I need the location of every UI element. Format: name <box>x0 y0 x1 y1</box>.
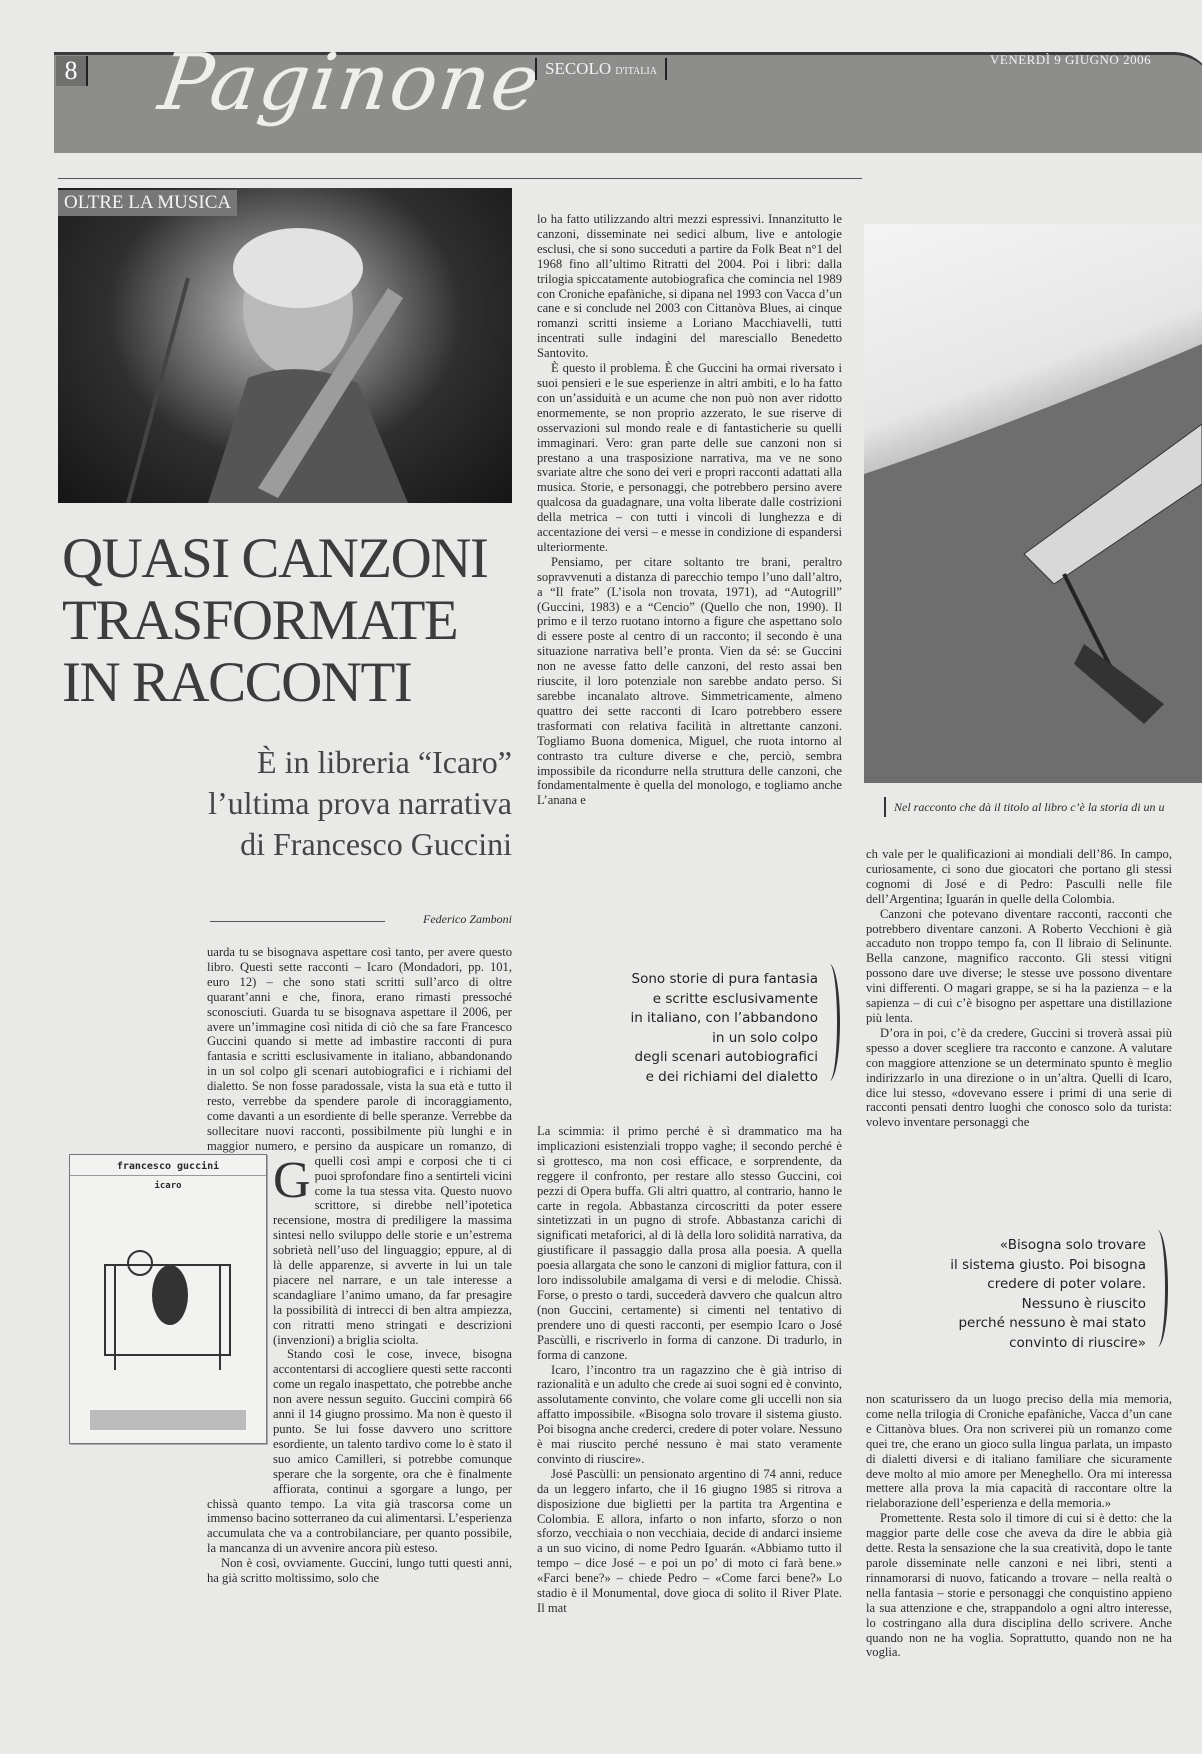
quote-line: credere di poter volare. <box>987 1276 1146 1292</box>
byline-rule <box>210 921 385 922</box>
hang-glider-image <box>864 224 1202 783</box>
paragraph: Stando così le cose, invece, bisogna accontentarsi di accogliere questi sette racconti come un regalo inaspettato, che potrebbe anche non avere nessun seguito. Guccini compirà 66 anni il 14 giugno prossimo. Ma non è questo il punto. Se lui fosse davvero uno scrittore esordiente, un talento tardivo come lo è stato il suo amico Camilleri, si potrebbe comunque sperare che la sorgente, ora che è finalmente affiorata, continui a sgorgare a lungo, per chissà quanto tempo. La vita già trascorsa come un immenso bacino sotterraneo da cui alimentarsi. L’esperienza accumulata che va a controbilanciare, per quanto possibile, la mancanza di un avvenire ancora più esteso. <box>207 1347 512 1556</box>
quote-line: Nessuno è riuscito <box>1021 1295 1146 1312</box>
singer-with-guitar-image <box>58 188 512 503</box>
quote-line: convinto di riuscire» <box>1009 1334 1146 1351</box>
issue-date: VENERDÌ 9 GIUGNO 2006 <box>990 52 1152 67</box>
quote-line: Sono storie di pura fantasia <box>631 971 818 987</box>
article-column-2-continued <box>537 1124 842 1744</box>
paragraph: Icaro, l’incontro tra un ragazzino che è già intriso di razionalità e un adulto che crede ai suoi sogni ed è convinto, assolutamente convinto, che volare come gli uccelli non sia affatto impossibile. «Bisogna solo trovare il sistema giusto. Poi bisogna anche crederci, credere di poter volare. Nessuno è mai riuscito perché nessuno è mai stato veramente convinto di riuscire». <box>537 1362 842 1466</box>
paragraph: D’ora in poi, c’è da credere, Guccini si troverà assai più spesso a dover scegliere tra racconto e canzone. A valutare con maggiore attenzione se un determinato spunto è meglio indirizzarlo in una direzione o in un’altra. Quelli di Icaro, dice lui stesso, «dovevano essere i primi di una serie di racconti pensati dentro luoghi che conosco solo da turista: volevo inventare personaggi che <box>866 1025 1172 1130</box>
book-cover <box>69 1154 267 1444</box>
page-number: 8 <box>56 56 88 86</box>
pull-quote <box>880 1236 1146 1353</box>
paragraph: José Pascùlli: un pensionato argentino di 74 anni, reduce da un leggero infarto, che il 16 giugno 1985 si ritrova a disposizione due biglietti per la partita tra Argentina e Colombia. E allora, infarto o non infarto, sforzo o non sforzo, vecchiaia o non vecchiaia, decide di andarci insieme a un suo vicino, di nome Pedro Iguarán. «Abbiamo tutto il tempo – dice José – e poi un po’ di moto ci farà bene.» «Farci bene?» – chiede Pedro – «Come farci bene?» Lo stadio è il Monumental, dove gioca di solito il River Plate. Il mat <box>537 1466 842 1615</box>
paragraph: non scaturissero da un luogo preciso della mia memoria, come nella trilogia di Croniche epafàniche, Vacca d’un cane e Cittanòva blues. Ora non scriverei più un romanzo come quei tre, che erano un gioco sulla lingua parlata, un impasto di dialetti diversi e di italiano familiare che sicuramente deve molto al mio amore per Meneghello. Ora mi interessa mettere alla prova la mia capacità di raccontare oltre la rielaborazione dell’esperienza e della memoria.» <box>866 1392 1172 1511</box>
hang-glider-photo <box>864 224 1202 783</box>
quote-line: il sistema giusto. Poi bisogna <box>950 1256 1146 1273</box>
quote-line: in italiano, con l’abbandono <box>630 1010 818 1026</box>
book-author: francesco guccini <box>70 1161 266 1176</box>
paragraph: Non è così, ovviamente. Guccini, lungo tutti questi anni, ha già scritto moltissimo, solo che <box>207 1556 512 1586</box>
paragraph: Promettente. Resta solo il timore di cui si è detto: che la maggior parte delle cose che aveva da dire le abbia già dette. Resta la sensazione che la sua creatività, dopo le tante parole disseminate nelle canzoni e nei libri, stenti a rinnamorarsi di nuovo, faticando a trovare – nella realtà o nella fantasia – storie e personaggi che conquistino appieno la sua attenzione e che, strappandolo a ogni altro interesse, lo costringano alla dura disciplina dello scrivere. Anche quando non ne ha voglia. Soprattutto, quando non ne ha voglia. <box>866 1511 1172 1660</box>
divider <box>58 178 862 179</box>
paragraph: La scimmia: il primo perché è sì drammatico ma ha implicazioni esistenziali troppo vaghe; il secondo perché è sì grottesco, ma non così efficace, e sorprendente, da reggere il confronto, per restare allo stesso Guccini, coi pezzi di Opera buffa. Gli altri quattro, al contrario, hanno le carte in regola. Abbastanza circoscritti da poter essere sintetizzati in un pugno di strofe. Abbastanza carichi di significati metaforici, al di là della loro solidità narrativa, da giustificare il passaggio dalla prosa alla poesia. A quella poesia allargata che sono le canzoni di miglior fattura, con il loro indissolubile amalgama di versi e di melodie. Chissà. Forse, o presto o tardi, succederà davvero che qualcun altro (non Guccini, certamente) si cimenti nel tentativo di prendere uno di questi racconti, per esempio Icaro o José Pascùlli, e riscriverlo in forma di canzone. Di tradurlo, in forma di canzone. <box>537 1124 842 1362</box>
section-logo: Paginone <box>153 38 547 128</box>
article-column-3-continued <box>866 1392 1172 1744</box>
quote-line: in un solo colpo <box>712 1029 818 1046</box>
headline-line: TRASFORMATE <box>62 589 458 652</box>
subheadline <box>150 742 512 865</box>
subhead-line: di Francesco Guccini <box>240 826 512 862</box>
paragraph: G uarda tu se bisognava aspettare così tanto, per avere questo libro. Questi sette racconti – Icaro (Mondadori, pp. 101, euro 12) – che sono stati scritti sull’arco di oltre quarant’anni e che, finora, erano rimasti pressoché sconosciuti. Guarda tu se bisognava aspettare il 2006, per avere un’immagine così nitida di ciò che sa fare Francesco Guccini quando si mette ad imbastire racconti di pura fantasia e scritti esclusivamente in italiano, abbandonando in un sol colpo gli scenari autobiografici e i richiami del dialetto. Se non fosse paradossale, vista la sua età e tutto il resto, verrebbe da spendere parole di incoraggiamento, come davanti a un esordiente di belle speranze. Verrebbe da sollecitare nuovi racconti, possibilmente più lunghi e in maggior numero, e persino da auspicare un romanzo, di quelli così ampi e corposi che ti ci puoi sprofondare fino a sentirteli vicini come la tua stessa vita. Questo nuovo scrittore, si direbbe nell’ipotetica recensione, mostra di prediligere la massima sintesi nello sviluppo delle storie e un’estrema sobrietà nell’uso del linguaggio; eppure, al di là delle apparenze, si avverte in lui un tale piacere nel narrare, e un tale interesse a scandagliare l’animo umano, da far presagire la possibilità di intrecci di ben altra ampiezza, con ritratti meno stringati e descrizioni (invenzioni) a briglia sciolta. <box>207 945 512 1347</box>
paragraph: Canzoni che potevano diventare racconti, racconti che potrebbero diventare canzoni. A Roberto Vecchioni è già accaduto non troppo tempo fa, con Il libraio di Selinunte. Bella canzone, magnifico racconto. Gli stessi vitigni possono dare uve diverse; le stesse uve possono diventare vini differenti. O magari grappe, se si ha la pazienza – e la sapienza – di cui c’è bisogno per aspettare una distillazione più lenta. <box>866 906 1172 1025</box>
quote-line: e scritte esclusivamente <box>652 990 818 1007</box>
quote-line: «Bisogna solo trovare <box>999 1237 1146 1253</box>
paper-name <box>535 58 667 80</box>
quote-line: degli scenari autobiografici <box>634 1049 818 1065</box>
drop-cap: G <box>273 1152 311 1209</box>
subhead-line: È in libreria “Icaro” <box>257 744 512 780</box>
paragraph: Pensiamo, per citare soltanto tre brani, peraltro sopravvenuti a distanza di parecchio tempo l’uno dall’altro, a “Il frate” (L’isola non trovata, 1971), ad “Autogrill” (Guccini, 1983) e a “Cencio” (Quello che non, 1990). Il primo e il terzo ruotano intorno a figure che aspettano solo di essere poste al centro di un racconto; il secondo è una situazione narrativa bell’e pronta. Vien da sé: se Guccini non ne avesse fatto delle canzoni, del resto assai ben riuscite, il loro potenziale non sarebbe andato perso. Si sarebbe incanalato altrove. Simmetricamente, almeno quattro dei sette racconti di Icaro potrebbero essere trasformati con relativa facilità in altrettante canzoni. Togliamo Buona domenica, Miguel, che ruota intorno al contrasto tra culture diverse e che, perciò, sembra impossibile da ricondurre nella struttura delle canzoni, che fondamentalmente è quella del monologo, e togliamo anche L’anana e <box>537 554 842 808</box>
paragraph: È questo il problema. È che Guccini ha ormai riversato i suoi pensieri e le sue esperienze in altri ambiti, e lo ha fatto con un’assiduità e un acume che non può non aver ridotto enormemente, se non proprio azzerato, le sue riserve di osservazioni sul mondo reale e di fantasticherie su quelli immaginari. Vero: gran parte delle sue canzoni non si prestano a una trasposizione narrativa, ma ve ne sono svariate altre che sono dei veri e propri racconti adattati alla musica. Storie, e personaggi, che potrebbero persino avere qualcosa da guadagnare, una volta liberate dalle costrizioni della metrica – con tutti i vincoli di lunghezza e di accentazione dei versi – e messe in condizione di espandersi ulteriormente. <box>537 361 842 554</box>
subhead-line: l’ultima prova narrativa <box>208 785 512 821</box>
headline-line: IN RACCONTI <box>62 651 412 714</box>
headline <box>62 528 514 714</box>
guccini-photo <box>58 188 512 503</box>
paper-name-main: SECOLO <box>545 59 612 78</box>
paragraph: lo ha fatto utilizzando altri mezzi espressivi. Innanzitutto le canzoni, disseminate nei sedici album, live e antologie esclusi, che si sono succeduti a partire da Folk Beat n°1 del 1968 fino all’ultimo Ritratti del 2004. Poi i libri: dalla trilogia spiccatamente autobiografica che comincia nel 1989 con Croniche epafàniche, si dipana nel 1993 con Vacca d’un cane e si conclude nel 2003 con Cittanòva Blues, ai cinque romanzi scritti insieme a Loriano Macchiavelli, tutti incentrati sulle indagini del maresciallo Benedetto Santovito. <box>537 212 842 361</box>
cover-illustration <box>70 1155 266 1443</box>
paper-name-suffix: D'ITALIA <box>615 66 657 77</box>
book-title: icaro <box>154 1181 182 1191</box>
pull-quote <box>590 970 818 1087</box>
article-column-2 <box>537 212 842 934</box>
quote-line: perché nessuno è mai stato <box>958 1315 1146 1331</box>
article-column-3 <box>866 847 1172 1224</box>
section-kicker: OLTRE LA MUSICA <box>58 190 237 216</box>
quote-line: e dei richiami del dialetto <box>645 1068 818 1085</box>
byline: Federico Zamboni <box>423 912 512 926</box>
paragraph: ch vale per le qualificazioni ai mondiali dell’86. In campo, curiosamente, ci sono due giocatori che portano gli stessi cognomi di José e di Pedro: Pasculli nelle file dell’Argentina; Iguarán in quelle della Colombia. <box>866 847 1172 906</box>
headline-line: QUASI CANZONI <box>62 527 488 590</box>
photo-caption: Nel racconto che dà il titolo al libro c’è la storia di un u <box>884 797 1202 817</box>
